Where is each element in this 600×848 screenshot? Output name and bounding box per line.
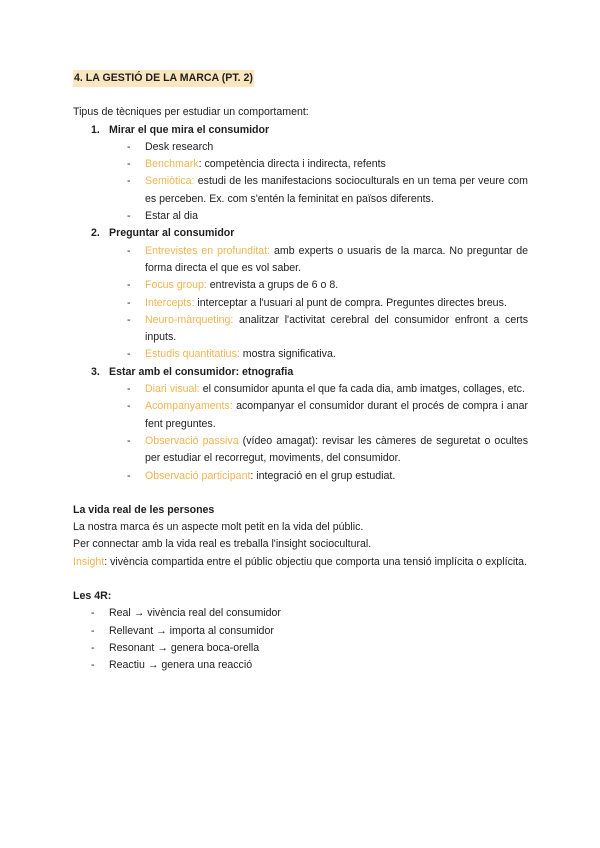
intro-text: Tipus de tècniques per estudiar un comportament: bbox=[73, 106, 309, 119]
techniques-list bbox=[73, 122, 528, 485]
insight-term: Insight bbox=[73, 555, 105, 568]
technique-description: entrevista a grups de 6 o 8. bbox=[206, 279, 339, 292]
technique-term: Observació participant bbox=[145, 469, 251, 482]
dash-bullet: - bbox=[127, 158, 131, 171]
technique-term: Focus group: bbox=[145, 279, 207, 292]
list-item bbox=[73, 295, 528, 312]
insight-text: : vivència compartida entre el públic objectiu que comporta una tensió implícita o explícita. bbox=[104, 555, 528, 568]
dash-bullet: - bbox=[127, 348, 131, 361]
list-item bbox=[73, 277, 528, 294]
technique-description: acompanyar el consumidor durant el procés de compra i anar fent preguntes. bbox=[145, 400, 528, 430]
dash-bullet: - bbox=[127, 400, 131, 413]
vida-real-heading: La vida real de les persones bbox=[73, 503, 215, 516]
dash-bullet: - bbox=[127, 140, 131, 153]
list-item bbox=[73, 433, 528, 468]
insight-definition bbox=[73, 554, 528, 571]
section-heading-text: Estar amb el consumidor: etnografia bbox=[109, 365, 294, 378]
section-items bbox=[73, 381, 528, 485]
list-item: - Reactiu → genera una reacció bbox=[73, 657, 528, 674]
section-items bbox=[73, 139, 528, 225]
dash-bullet: - bbox=[127, 279, 131, 292]
technique-description: el consumidor apunta el que fa cada dia, amb imatges, collages, etc. bbox=[199, 383, 525, 396]
list-item: - Real → vivència real del consumidor bbox=[73, 605, 528, 622]
technique-description: estudi de les manifestacions socioculturals en un tema per veure com es perceben. Ex. com s'entén la feminitat en països diferents. bbox=[145, 175, 528, 205]
dash-bullet: - bbox=[91, 624, 95, 637]
section-heading bbox=[73, 364, 528, 381]
dash-bullet: - bbox=[127, 244, 131, 257]
dash-bullet: - bbox=[91, 641, 95, 654]
technique-term: Intercepts: bbox=[145, 296, 195, 309]
vida-real-line-2: Per connectar amb la vida real es treballa l'insight sociocultural. bbox=[73, 538, 372, 551]
technique-description: (vídeo amagat): revisar les càmeres de seguretat o ocultes per estudiar el recorregut, moviments, del consumidor. bbox=[145, 434, 528, 465]
technique-description: Estar al dia bbox=[145, 210, 198, 223]
section-number: 2. bbox=[91, 227, 100, 240]
list-item bbox=[73, 381, 528, 398]
dash-bullet: - bbox=[127, 469, 131, 482]
list-item: - Rellevant → importa al consumidor bbox=[73, 623, 528, 640]
dash-bullet: - bbox=[127, 434, 131, 447]
technique-term: Observació passiva bbox=[145, 434, 239, 447]
technique-description: mostra significativa. bbox=[239, 348, 336, 361]
technique-term: Semiòtica: bbox=[145, 175, 195, 188]
list-item bbox=[73, 346, 528, 363]
list-item bbox=[73, 208, 528, 225]
technique-description: Desk research bbox=[145, 140, 214, 153]
dash-bullet: - bbox=[127, 383, 131, 396]
list-item bbox=[73, 173, 528, 208]
dash-bullet: - bbox=[127, 175, 131, 188]
dash-bullet: - bbox=[127, 210, 131, 223]
technique-term: Acompanyaments: bbox=[145, 400, 233, 413]
list-item bbox=[73, 243, 528, 278]
list-item bbox=[73, 156, 528, 173]
technique-term: Benchmark bbox=[145, 158, 199, 171]
list-item bbox=[73, 398, 528, 433]
dash-bullet: - bbox=[91, 607, 95, 620]
list-item bbox=[73, 468, 528, 485]
section-number: 1. bbox=[91, 123, 100, 136]
list-item: - Resonant → genera boca-orella bbox=[73, 640, 528, 657]
dash-bullet: - bbox=[127, 313, 131, 326]
dash-bullet: - bbox=[91, 659, 95, 672]
technique-term: Estudis quantitatius: bbox=[145, 348, 240, 361]
section-heading bbox=[73, 122, 528, 139]
technique-term: Entrevistes en profunditat: bbox=[145, 244, 271, 257]
technique-description: amb experts o usuaris de la marca. No preguntar de forma directa el que es vol saber. bbox=[145, 244, 528, 274]
section-heading-text: Mirar el que mira el consumidor bbox=[109, 123, 270, 136]
document-content bbox=[73, 70, 528, 675]
technique-description: interceptar a l'usuari al punt de compra. Preguntes directes breus. bbox=[194, 296, 507, 309]
technique-description: : integració en el grup estudiat. bbox=[250, 469, 396, 482]
section-heading bbox=[73, 225, 528, 242]
technique-description: : competència directa i indirecta, refents bbox=[198, 158, 386, 171]
vida-real-line-1: La nostra marca és un aspecte molt petit en la vida del públic. bbox=[73, 521, 364, 534]
section-items bbox=[73, 243, 528, 364]
technique-description: analitzar l'activitat cerebral del consumidor enfront a certs inputs. bbox=[145, 313, 528, 344]
technique-term: Diari visual: bbox=[145, 383, 200, 396]
les-4r-heading: Les 4R: bbox=[73, 590, 112, 603]
list-item bbox=[73, 312, 528, 347]
list-item bbox=[73, 139, 528, 156]
page-title: 4. LA GESTIÓ DE LA MARCA (PT. 2) bbox=[73, 70, 254, 87]
section-heading-text: Preguntar al consumidor bbox=[109, 227, 235, 240]
dash-bullet: - bbox=[127, 296, 131, 309]
technique-term: Neuro-màrqueting: bbox=[145, 313, 234, 326]
section-number: 3. bbox=[91, 365, 100, 378]
les-4r-list bbox=[73, 605, 528, 674]
